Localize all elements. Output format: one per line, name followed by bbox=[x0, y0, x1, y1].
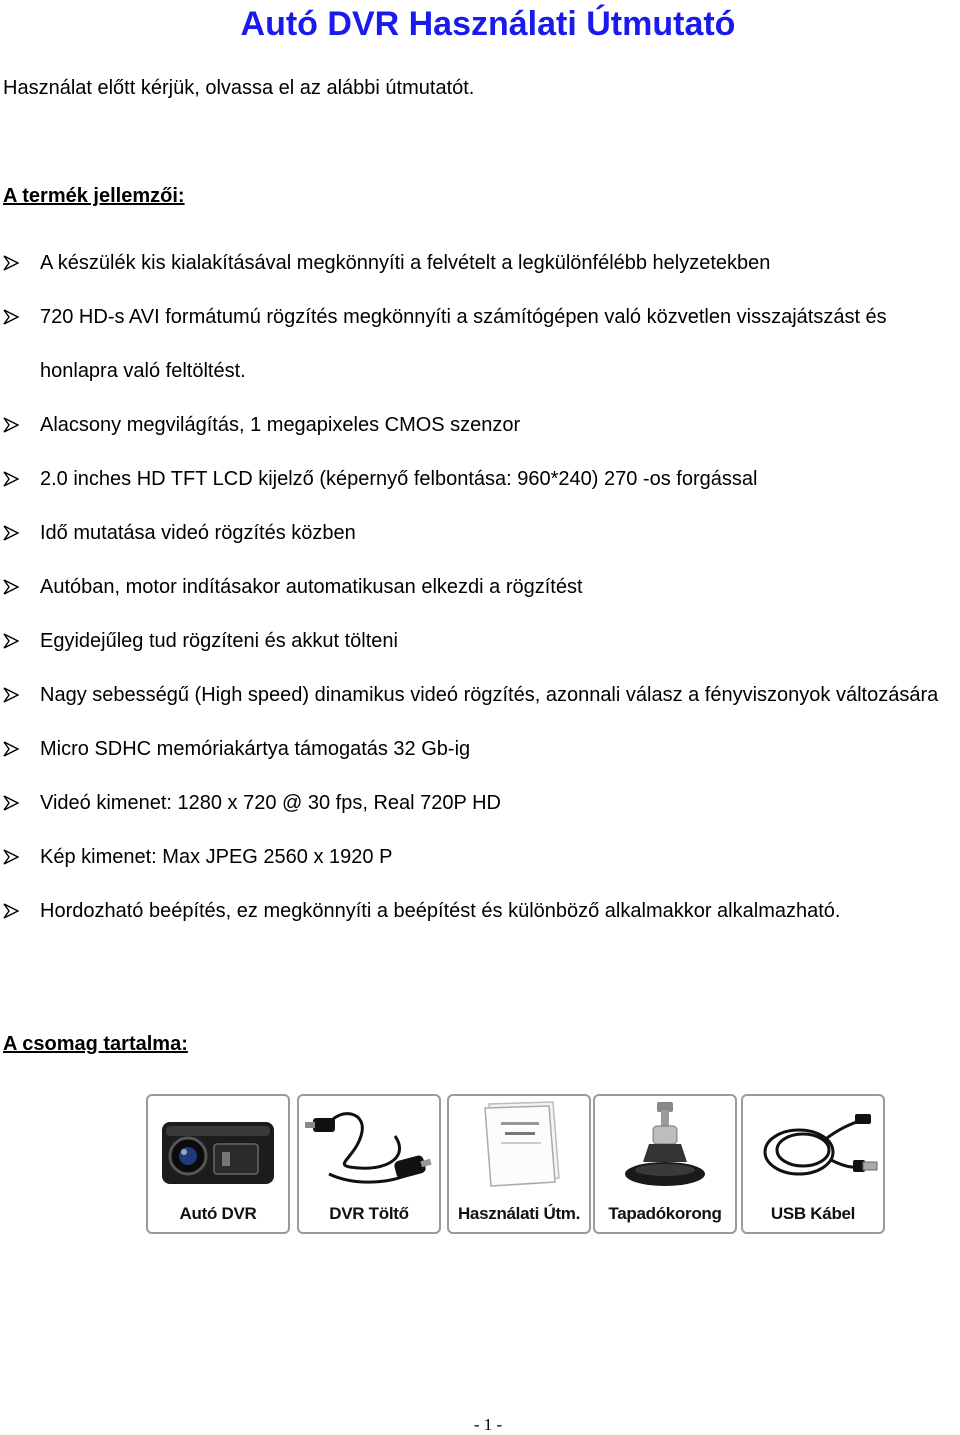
arrow-bullet-icon bbox=[3, 309, 19, 325]
list-item: 720 HD-s AVI formátumú rögzítés megkönnyíti a számítógépen való közvetlen visszajátszást és honlapra való feltöltést. bbox=[0, 290, 960, 398]
page-number: - 1 - bbox=[473, 1415, 503, 1434]
package-card-dvr bbox=[146, 1094, 290, 1234]
arrow-bullet-icon bbox=[3, 471, 19, 487]
list-item: Kép kimenet: Max JPEG 2560 x 1920 P bbox=[0, 830, 960, 884]
list-item: Hordozható beépítés, ez megkönnyíti a beépítést és különböző alkalmakkor alkalmazható. bbox=[0, 884, 960, 938]
arrow-bullet-icon bbox=[3, 525, 19, 541]
list-item: Nagy sebességű (High speed) dinamikus videó rögzítés, azonnali válasz a fényviszonyok változására bbox=[0, 668, 960, 722]
arrow-bullet-icon bbox=[3, 417, 19, 433]
package-heading: A csomag tartalma: bbox=[3, 1033, 188, 1055]
package-label: DVR Töltő bbox=[329, 1204, 409, 1223]
package-card-mount bbox=[593, 1094, 737, 1234]
list-item: Micro SDHC memóriakártya támogatás 32 Gb-ig bbox=[0, 722, 960, 776]
arrow-bullet-icon bbox=[3, 741, 19, 757]
package-label: Autó DVR bbox=[179, 1204, 257, 1223]
list-item: Egyidejűleg tud rögzíteni és akkut tölteni bbox=[0, 614, 960, 668]
list-item: 2.0 inches HD TFT LCD kijelző (képernyő felbontása: 960*240) 270 -os forgással bbox=[0, 452, 960, 506]
package-card-charger bbox=[297, 1094, 441, 1234]
list-item: Videó kimenet: 1280 x 720 @ 30 fps, Real 720P HD bbox=[0, 776, 960, 830]
arrow-bullet-icon bbox=[3, 687, 19, 703]
package-card-manual bbox=[447, 1094, 591, 1234]
package-card-usb bbox=[741, 1094, 885, 1234]
list-item: Idő mutatása videó rögzítés közben bbox=[0, 506, 960, 560]
arrow-bullet-icon bbox=[3, 633, 19, 649]
package-label: Tapadókorong bbox=[608, 1204, 722, 1223]
arrow-bullet-icon bbox=[3, 903, 19, 919]
manual-icon bbox=[449, 1096, 589, 1196]
arrow-bullet-icon bbox=[3, 255, 19, 271]
camera-icon bbox=[148, 1096, 288, 1196]
page-title: Autó DVR Használati Útmutató bbox=[240, 5, 736, 43]
package-label: USB Kábel bbox=[770, 1204, 856, 1223]
arrow-bullet-icon bbox=[3, 795, 19, 811]
usb-cable-icon bbox=[743, 1096, 883, 1196]
suction-mount-icon bbox=[595, 1096, 735, 1196]
list-item: Autóban, motor indításakor automatikusan elkezdi a rögzítést bbox=[0, 560, 960, 614]
car-charger-icon bbox=[299, 1096, 439, 1196]
intro-text: Használat előtt kérjük, olvassa el az alábbi útmutatót. bbox=[3, 77, 475, 99]
features-heading: A termék jellemzői: bbox=[3, 185, 185, 207]
list-item: A készülék kis kialakításával megkönnyíti a felvételt a legkülönfélébb helyzetekben bbox=[0, 236, 960, 290]
feature-list bbox=[0, 236, 960, 938]
arrow-bullet-icon bbox=[3, 579, 19, 595]
list-item: Alacsony megvilágítás, 1 megapixeles CMOS szenzor bbox=[0, 398, 960, 452]
package-contents bbox=[146, 1094, 894, 1236]
arrow-bullet-icon bbox=[3, 849, 19, 865]
package-label: Használati Útm. bbox=[457, 1204, 581, 1223]
